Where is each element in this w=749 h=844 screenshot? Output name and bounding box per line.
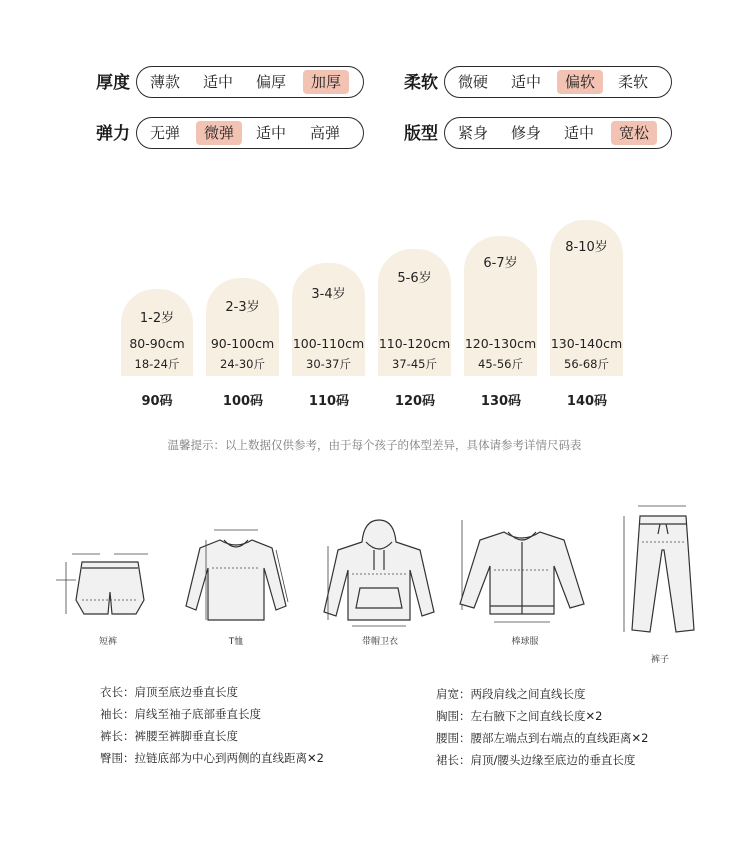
garment-name: 棒球服 (511, 637, 539, 647)
size-code: 120码 (394, 394, 436, 409)
attr-option: 适中 (510, 73, 541, 91)
attr-fit (404, 117, 674, 151)
size-age: 5-6岁 (397, 271, 432, 286)
attr-thickness-label: 厚度 (96, 73, 130, 93)
size-weight: 30-37斤 (306, 357, 351, 371)
size-weight: 56-68斤 (564, 357, 609, 371)
attr-option: 高弹 (309, 124, 340, 142)
size-code: 90码 (141, 394, 173, 409)
attr-fit-label: 版型 (404, 124, 438, 144)
definition-line: 肩宽：两段肩线之间直线长度 (436, 687, 586, 701)
attr-option: 适中 (202, 73, 233, 91)
definition-line: 胸围：左右腋下之间直线长度✕2 (436, 709, 603, 723)
size-bar (378, 249, 451, 376)
size-bar (292, 263, 365, 376)
size-height: 130-140cm (550, 336, 623, 351)
size-code: 130码 (480, 394, 522, 409)
attr-option: 柔软 (617, 73, 648, 91)
size-height: 120-130cm (464, 336, 537, 351)
pants-diagram (612, 498, 708, 648)
garment-name: 带帽卫衣 (361, 637, 398, 647)
definition-line: 衣长：肩顶至底边垂直长度 (100, 685, 238, 699)
attr-option: 偏厚 (255, 73, 286, 91)
size-weight: 37-45斤 (392, 357, 437, 371)
size-height: 90-100cm (210, 336, 275, 351)
attr-option: 无弹 (149, 124, 180, 142)
size-bar (206, 278, 279, 376)
definition-line: 裤长：裤腰至裤脚垂直长度 (100, 729, 238, 743)
attr-option-selected: 偏软 (557, 70, 603, 94)
garment-name: 短裤 (98, 637, 117, 647)
size-height: 110-120cm (378, 336, 451, 351)
tshirt-diagram (176, 520, 296, 630)
attr-softness-label: 柔软 (404, 73, 438, 93)
size-bar (121, 289, 193, 376)
size-note: 温馨提示：以上数据仅供参考，由于每个孩子的体型差异，具体请参考详情尺码表 (167, 438, 582, 452)
attr-option: 适中 (563, 124, 594, 142)
size-code: 100码 (222, 394, 264, 409)
definition-line: 臀围：拉链底部为中心到两侧的直线距离✕2 (100, 751, 324, 765)
attr-option-selected: 微弹 (196, 121, 242, 145)
attr-option: 修身 (510, 124, 541, 142)
attr-elasticity-label: 弹力 (96, 124, 130, 144)
size-code: 140码 (566, 394, 608, 409)
attr-elasticity (96, 117, 366, 151)
size-code: 110码 (308, 394, 350, 409)
baseball-jacket-diagram (454, 512, 592, 628)
attr-softness (404, 66, 674, 100)
size-bar (550, 220, 623, 376)
attr-thickness-pill (136, 66, 364, 98)
attr-option: 微硬 (457, 73, 488, 91)
attr-option-selected: 加厚 (303, 70, 349, 94)
garment-name: 裤子 (650, 655, 669, 665)
attr-softness-pill (444, 66, 672, 98)
size-weight: 18-24斤 (134, 357, 180, 371)
attr-option-selected: 宽松 (611, 121, 657, 145)
definition-line: 袖长：肩线至袖子底部垂直长度 (100, 707, 261, 721)
size-age: 1-2岁 (139, 311, 175, 326)
size-height: 80-90cm (129, 336, 185, 351)
definition-line: 腰围：腰部左端点到右端点的直线距离✕2 (436, 731, 649, 745)
definition-line: 裙长：肩顶/腰头边缘至底边的垂直长度 (436, 753, 636, 767)
size-age: 8-10岁 (565, 240, 608, 255)
size-height: 100-110cm (292, 336, 365, 351)
size-weight: 45-56斤 (478, 357, 523, 371)
attr-option: 薄款 (149, 73, 180, 91)
attr-fit-pill (444, 117, 672, 149)
size-bar (464, 236, 537, 376)
shorts-diagram (52, 540, 164, 630)
attr-elasticity-pill (136, 117, 364, 149)
size-age: 2-3岁 (225, 300, 260, 315)
size-age: 6-7岁 (483, 256, 518, 271)
attr-option: 适中 (255, 124, 286, 142)
size-weight: 24-30斤 (220, 357, 265, 371)
attr-option: 紧身 (457, 124, 488, 142)
size-age: 3-4岁 (311, 287, 346, 302)
hoodie-diagram (316, 516, 442, 630)
attr-thickness (96, 66, 366, 100)
garment-name: T恤 (228, 637, 244, 647)
